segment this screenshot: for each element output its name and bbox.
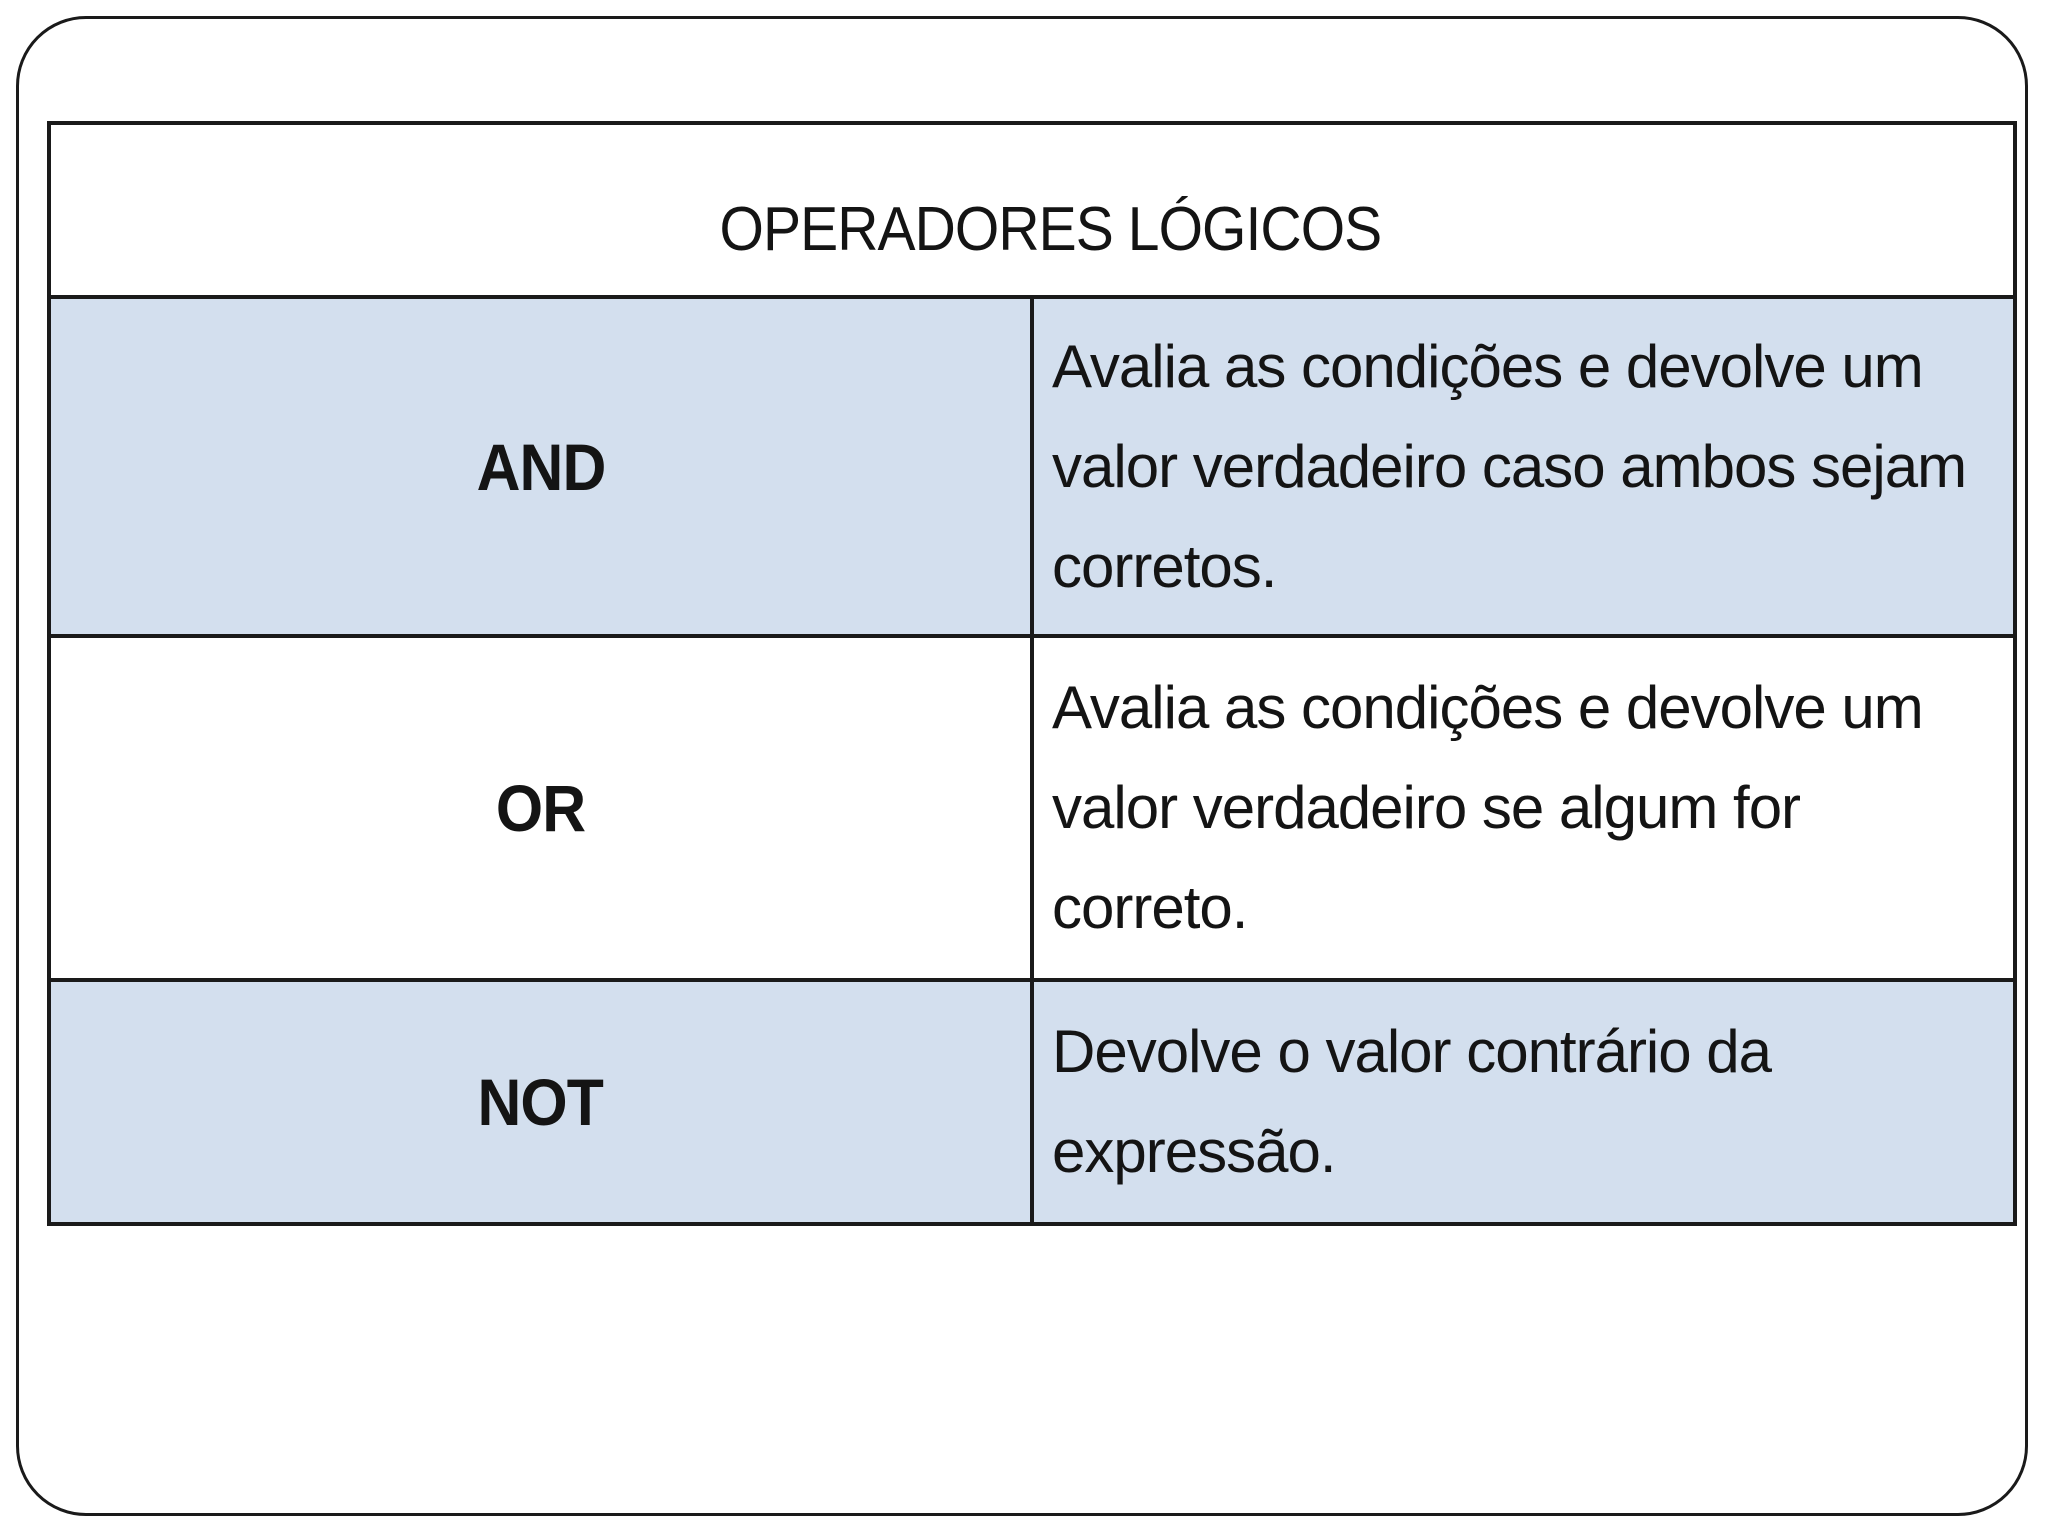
description-text-not: Devolve o valor contrário da expressão. — [1052, 1018, 1772, 1185]
table-title: OPERADORES LÓGICOS — [719, 194, 1382, 264]
description-text-or: Avalia as condições e devolve um valor verdadeiro se algum for correto. — [1052, 674, 1923, 941]
table-row — [49, 297, 2015, 636]
description-cell — [1032, 297, 2015, 636]
operator-label-not: NOT — [477, 1065, 604, 1139]
table-title-row — [49, 123, 2015, 297]
table-title-cell — [49, 123, 2015, 297]
operator-label-or: OR — [495, 771, 586, 845]
table-row — [49, 980, 2015, 1224]
operator-cell — [49, 980, 1032, 1224]
operator-cell — [49, 636, 1032, 980]
table-row — [49, 636, 2015, 980]
operator-label-and: AND — [476, 429, 605, 504]
description-cell — [1032, 636, 2015, 980]
description-text-and: Avalia as condições e devolve um valor verdadeiro caso ambos sejam corretos. — [1052, 332, 1967, 600]
description-cell — [1032, 980, 2015, 1224]
logical-operators-table — [47, 121, 2017, 1226]
slide-frame — [16, 16, 2028, 1516]
operator-cell — [49, 297, 1032, 636]
